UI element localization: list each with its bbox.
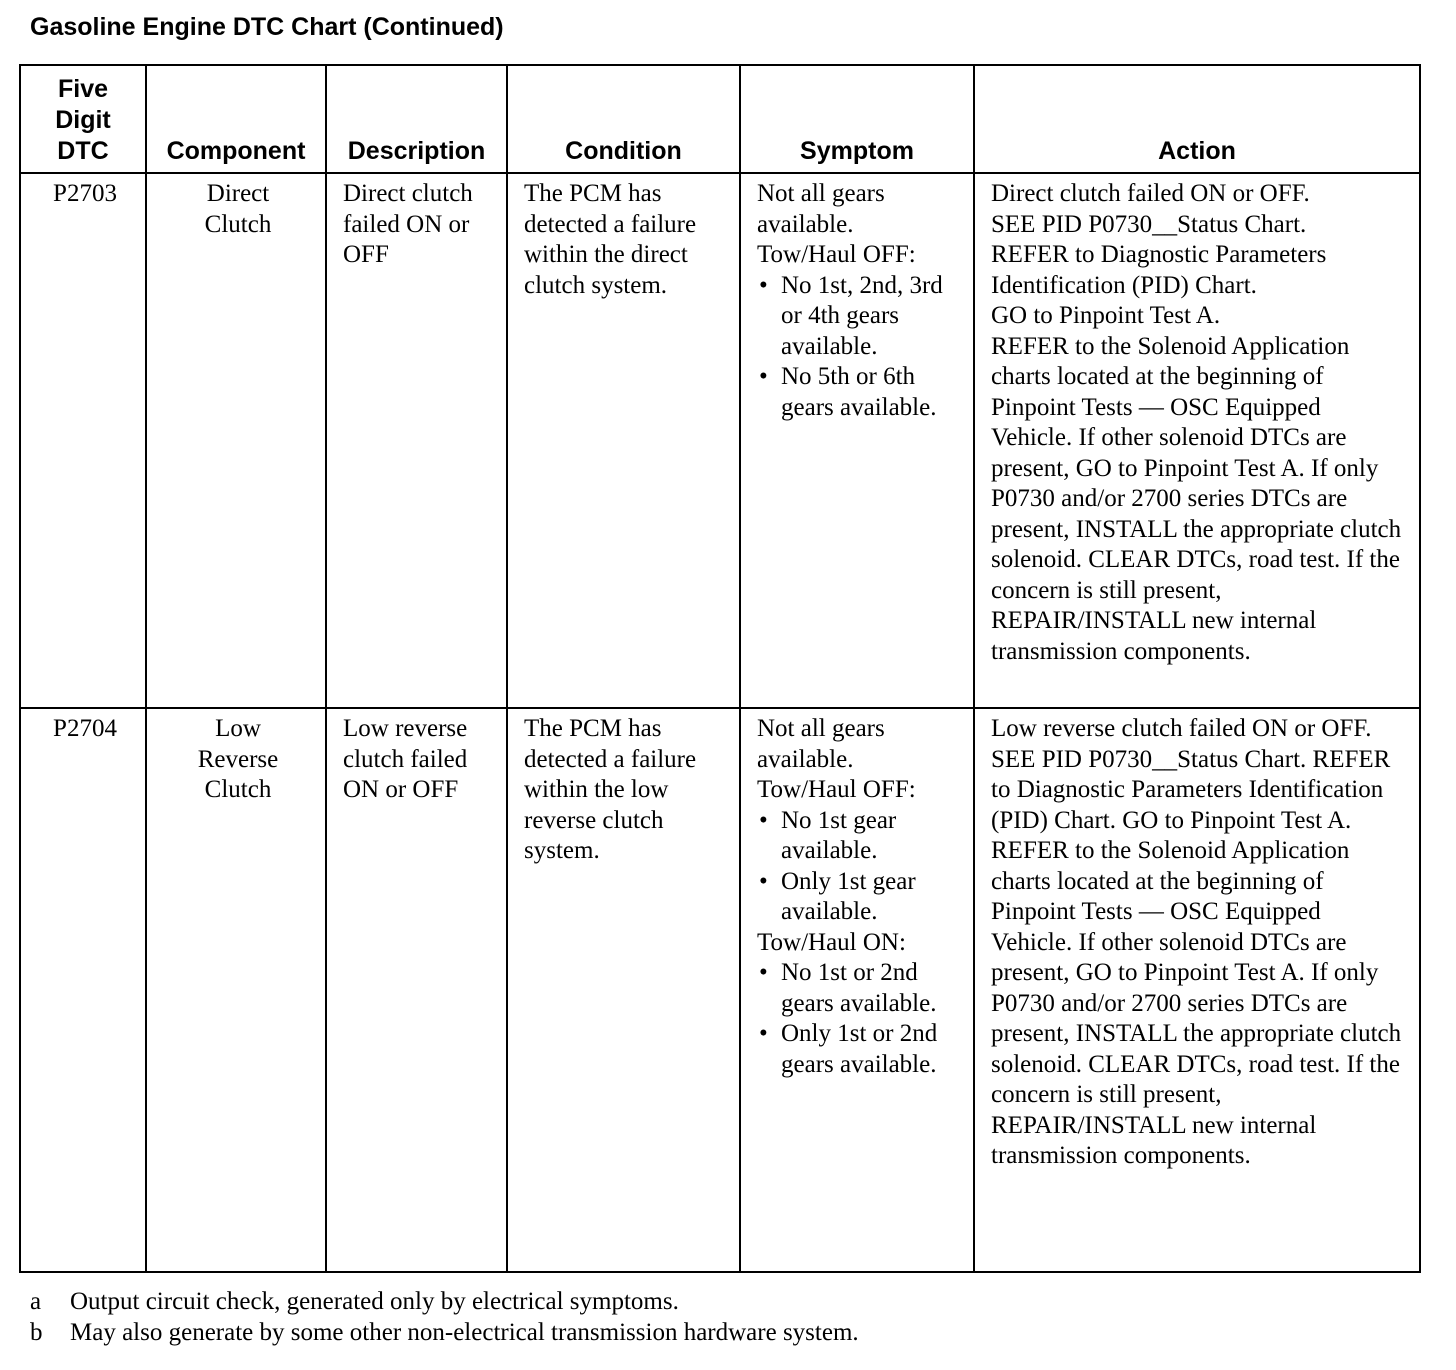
table-row <box>20 173 1420 708</box>
symptom-bullet: • No 1st gear available. <box>757 806 961 867</box>
table-row <box>20 708 1420 1272</box>
dtc-code-cell: P2703 <box>20 173 146 708</box>
column-header-component: Component <box>146 65 326 173</box>
condition-cell: The PCM has detected a failure within the low reverse clutch system. <box>507 708 740 1272</box>
footnote-text: May also generate by some other non-electrical transmission hardware system. <box>70 1319 859 1346</box>
page-title: Gasoline Engine DTC Chart (Continued) <box>30 13 504 41</box>
action-cell: Low reverse clutch failed ON or OFF. SEE PID P0730__Status Chart. REFER to Diagnostic Parameters Identification (PID) Chart. GO to Pinpoint Test A. REFER to the Solenoid Application charts located at the beginning of Pinpoint Tests — OSC Equipped Vehicle. If other solenoid DTCs are present, GO to Pinpoint Test A. If only P0730 and/or 2700 series DTCs are present, INSTALL the appropriate clutch solenoid. CLEAR DTCs, road test. If the concern is still present, REPAIR/INSTALL new internal transmission components. <box>974 708 1420 1272</box>
symptom-cell: Not all gears available. Tow/Haul OFF: • No 1st, 2nd, 3rd or 4th gears available. • No 5th or 6th gears available. <box>740 173 974 708</box>
component-cell: Direct Clutch <box>146 173 326 708</box>
footnote-mark: a <box>30 1288 42 1315</box>
footnote-mark: b <box>30 1319 43 1346</box>
dtc-code-cell: P2704 <box>20 708 146 1272</box>
column-header-action: Action <box>974 65 1420 173</box>
description-cell: Direct clutch failed ON or OFF <box>326 173 507 708</box>
table-header-row <box>20 65 1420 173</box>
symptom-bullet: • No 1st or 2nd gears available. <box>757 958 961 1019</box>
column-header-description: Description <box>326 65 507 173</box>
column-header-symptom: Symptom <box>740 65 974 173</box>
description-cell: Low reverse clutch failed ON or OFF <box>326 708 507 1272</box>
symptom-bullet: • Only 1st or 2nd gears available. <box>757 1019 961 1080</box>
condition-cell: The PCM has detected a failure within the direct clutch system. <box>507 173 740 708</box>
column-header-condition: Condition <box>507 65 740 173</box>
symptom-cell: Not all gears available. Tow/Haul OFF: • No 1st gear available. • Only 1st gear available. Tow/Haul ON: • No 1st or 2nd gears available. • Only 1st or 2nd gears available. <box>740 708 974 1272</box>
footnote-a <box>30 1287 679 1317</box>
footnote-text: Output circuit check, generated only by electrical symptoms. <box>70 1288 679 1315</box>
symptom-bullet: • Only 1st gear available. <box>757 867 961 928</box>
dtc-table <box>19 64 1421 1273</box>
column-header-dtc: Five Digit DTC <box>20 65 146 173</box>
symptom-bullet: • No 1st, 2nd, 3rd or 4th gears available. <box>757 271 961 363</box>
action-cell: Direct clutch failed ON or OFF. SEE PID P0730__Status Chart. REFER to Diagnostic Parameters Identification (PID) Chart. GO to Pinpoint Test A. REFER to the Solenoid Application charts located at the beginning of Pinpoint Tests — OSC Equipped Vehicle. If other solenoid DTCs are present, GO to Pinpoint Test A. If only P0730 and/or 2700 series DTCs are present, INSTALL the appropriate clutch solenoid. CLEAR DTCs, road test. If the concern is still present, REPAIR/INSTALL new internal transmission components. <box>974 173 1420 708</box>
footnote-b <box>30 1318 859 1348</box>
component-cell: Low Reverse Clutch <box>146 708 326 1272</box>
symptom-bullet: • No 5th or 6th gears available. <box>757 362 961 423</box>
